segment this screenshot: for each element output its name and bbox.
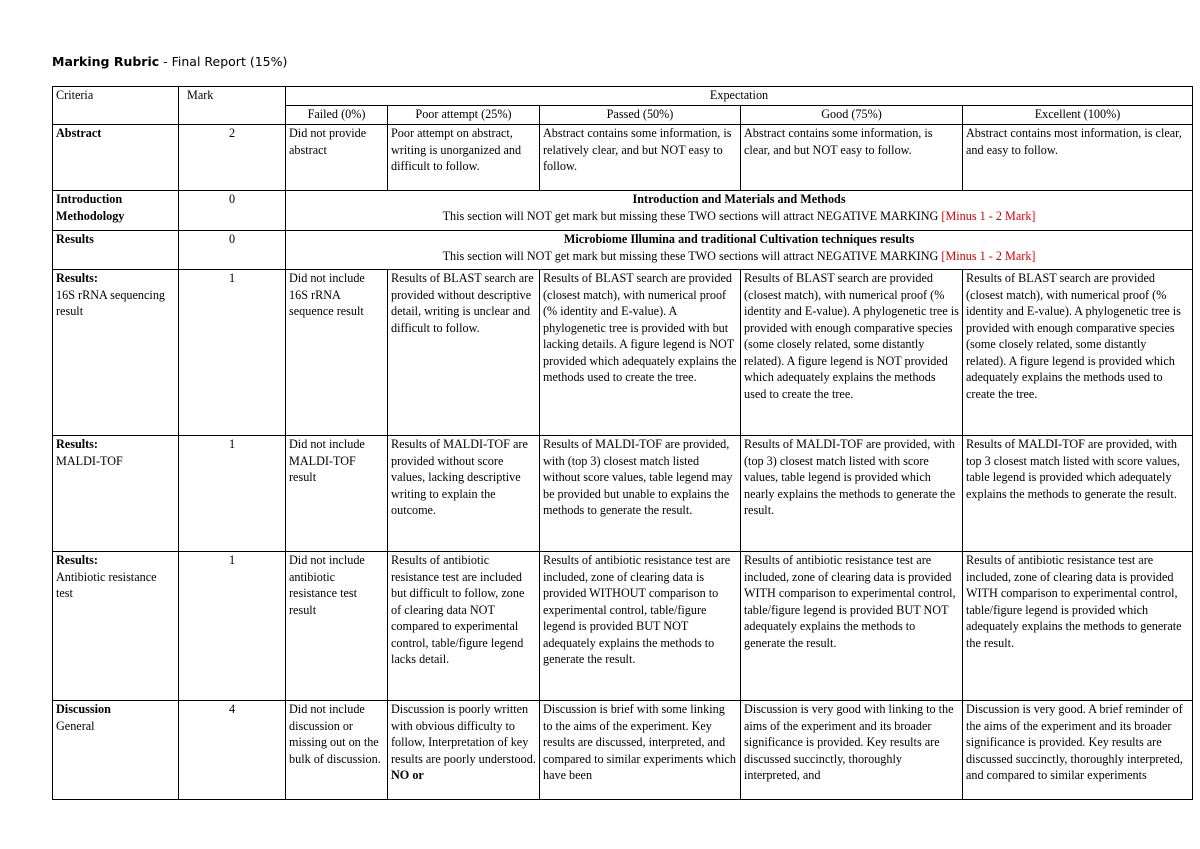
mark-cell: 1: [179, 552, 286, 701]
criteria-cell: [53, 125, 179, 191]
rubric-cell: Results of MALDI-TOF are provided, with (top 3) closest match listed with score values, table legend is provided which nearly explains the methods to generate the result.: [741, 436, 963, 552]
rubric-cell: Did not include 16S rRNA sequence result: [286, 270, 388, 436]
rubric-cell: Discussion is very good with linking to the aims of the experiment and its broader significance is provided. Key results are discussed succinctly, thoroughly interpreted, and: [741, 701, 963, 800]
criteria-header: Criteria: [53, 87, 179, 125]
rubric-cell: Did not provide abstract: [286, 125, 388, 191]
rubric-cell: Results of antibiotic resistance test are included, zone of clearing data is provided WITH comparison to experimental control, table/figure legend is provided BUT NOT adequately explains the methods to generate the result.: [741, 552, 963, 701]
table-row: [53, 125, 1193, 191]
rubric-cell-bold: NO or: [391, 768, 424, 782]
criteria-sublabel: MALDI-TOF: [56, 453, 123, 468]
table-row: [53, 552, 1193, 701]
criteria-cell: [53, 552, 179, 701]
rubric-cell: Results of antibiotic resistance test are included but difficult to follow, zone of clearing data NOT compared to experimental control, table/figure legend lacks detail.: [388, 552, 540, 701]
rubric-cell: Results of BLAST search are provided without descriptive detail, writing is unclear and difficult to follow.: [388, 270, 540, 436]
rubric-cell: Discussion is very good. A brief reminder of the aims of the experiment and its broader significance is provided. Key results are discussed succinctly, thoroughly interpreted, and compared to similar experiments: [963, 701, 1193, 800]
title-rest: - Final Report (15%): [159, 54, 288, 69]
criteria-label: Introduction: [56, 192, 123, 206]
table-row: [53, 701, 1193, 800]
level-poor: Poor attempt (25%): [388, 106, 540, 125]
level-good: Good (75%): [741, 106, 963, 125]
rubric-cell: Did not include antibiotic resistance test result: [286, 552, 388, 701]
negative-mark-note: [Minus 1 - 2 Mark]: [941, 248, 1036, 263]
merged-note-cell: [286, 231, 1193, 270]
merged-title: Introduction and Materials and Methods: [632, 192, 846, 206]
rubric-cell: Did not include MALDI-TOF result: [286, 436, 388, 552]
merged-title: Microbiome Illumina and traditional Cultivation techniques results: [563, 232, 915, 246]
criteria-label-2: Methodology: [56, 208, 125, 223]
rubric-cell: [388, 701, 540, 800]
level-passed: Passed (50%): [540, 106, 741, 125]
rubric-cell: Did not include discussion or missing out on the bulk of discussion.: [286, 701, 388, 800]
rubric-cell: Results of BLAST search are provided (closest match), with numerical proof (% identity and E-value). A phylogenetic tree is provided with but lacking details. A figure legend is NOT provided which adequately explains the methods used to create the tree.: [540, 270, 741, 436]
criteria-sublabel: 16S rRNA sequencing result: [56, 287, 166, 318]
criteria-cell: [53, 270, 179, 436]
rubric-cell: Results of BLAST search are provided (closest match), with numerical proof (% identity and E-value). A phylogenetic tree is provided with enough comparative species (some closely related, some distantly related). A figure legend is NOT provided which adequately explains the methods used to create the tree.: [741, 270, 963, 436]
header-row: [53, 87, 1193, 106]
page-title: [52, 54, 287, 69]
merged-note-cell: [286, 191, 1193, 231]
mark-cell: 1: [179, 436, 286, 552]
table-row: [53, 436, 1193, 552]
criteria-label: Results:: [56, 437, 98, 451]
mark-cell: 1: [179, 270, 286, 436]
rubric-cell: Discussion is brief with some linking to the aims of the experiment. Key results are discussed, interpreted, and compared to similar experiments which have been: [540, 701, 741, 800]
level-excellent: Excellent (100%): [963, 106, 1193, 125]
merged-text: This section will NOT get mark but missing these TWO sections will attract NEGATIVE MARKING: [442, 248, 942, 263]
rubric-cell-text: Discussion is poorly written with obvious difficulty to follow, Interpretation of key results are poorly understood.: [391, 702, 536, 766]
criteria-cell: [53, 701, 179, 800]
criteria-label: Results:: [56, 553, 98, 567]
level-failed: Failed (0%): [286, 106, 388, 125]
mark-cell: 2: [179, 125, 286, 191]
mark-header: Mark: [179, 87, 286, 125]
table-row: [53, 270, 1193, 436]
rubric-cell: Abstract contains some information, is clear, and but NOT easy to follow.: [741, 125, 963, 191]
mark-cell: 0: [179, 191, 286, 231]
criteria-label: Results:: [56, 271, 98, 285]
negative-mark-note: [Minus 1 - 2 Mark]: [941, 208, 1036, 223]
criteria-sublabel: Antibiotic resistance test: [56, 569, 157, 600]
rubric-cell: Results of MALDI-TOF are provided, with top 3 closest match listed with score values, table legend is provided which adequately explains the methods to generate the result.: [963, 436, 1193, 552]
rubric-table: [52, 86, 1193, 800]
rubric-cell: Results of antibiotic resistance test are included, zone of clearing data is provided WITH comparison to experimental control, table/figure legend is provided which adequately explains the methods to generate the result.: [963, 552, 1193, 701]
expectation-header: Expectation: [286, 87, 1193, 106]
criteria-cell: [53, 231, 179, 270]
rubric-cell: Results of antibiotic resistance test are included, zone of clearing data is provided WITHOUT comparison to experimental control, table/figure legend is provided BUT NOT adequately explains the methods to generate the result.: [540, 552, 741, 701]
table-row: [53, 231, 1193, 270]
criteria-label: Abstract: [56, 126, 102, 140]
criteria-label: Discussion: [56, 702, 111, 716]
criteria-cell: [53, 436, 179, 552]
rubric-cell: Abstract contains some information, is relatively clear, and but NOT easy to follow.: [540, 125, 741, 191]
criteria-cell: [53, 191, 179, 231]
mark-cell: 4: [179, 701, 286, 800]
criteria-label: Results: [56, 232, 94, 246]
rubric-cell: Results of MALDI-TOF are provided without score values, lacking descriptive writing to explain the outcome.: [388, 436, 540, 552]
rubric-cell: Results of BLAST search are provided (closest match), with numerical proof (% identity and E-value). A phylogenetic tree is provided with enough comparative species (some closely related, some distantly related). A figure legend is provided which adequately explains the methods used to create the tree.: [963, 270, 1193, 436]
rubric-cell: Poor attempt on abstract, writing is unorganized and difficult to follow.: [388, 125, 540, 191]
merged-text: This section will NOT get mark but missing these TWO sections will attract NEGATIVE MARKING: [442, 208, 942, 223]
title-bold: Marking Rubric: [52, 54, 160, 69]
criteria-sublabel: General: [56, 718, 95, 733]
mark-cell: 0: [179, 231, 286, 270]
rubric-cell: Results of MALDI-TOF are provided, with (top 3) closest match listed without score values, table legend may be provided but unable to explains the methods to generate the result.: [540, 436, 741, 552]
rubric-cell: Abstract contains most information, is clear, and easy to follow.: [963, 125, 1193, 191]
table-row: [53, 191, 1193, 231]
